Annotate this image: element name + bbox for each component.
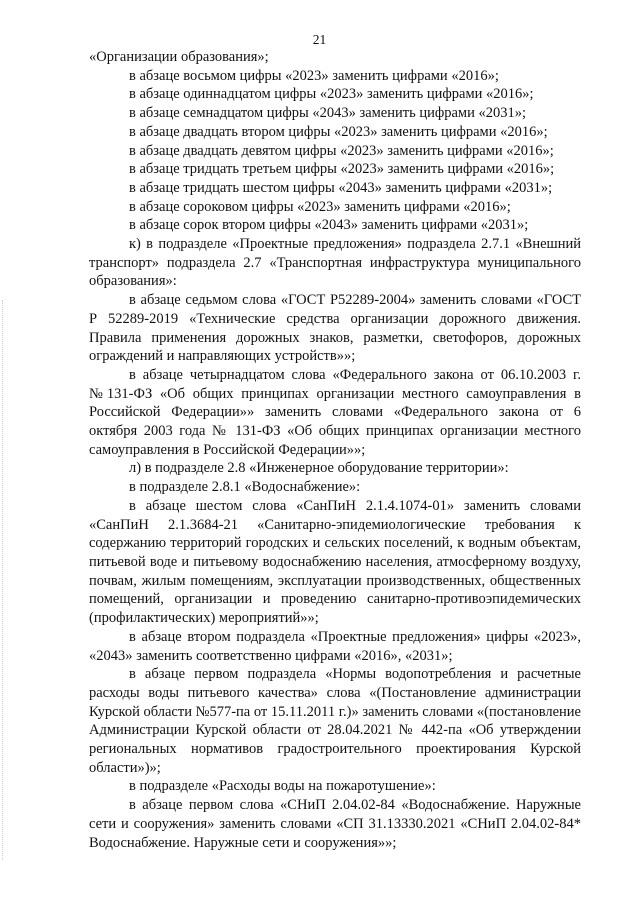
paragraph: в подразделе 2.8.1 «Водоснабжение»: — [129, 479, 361, 496]
paragraph: в абзаце первом слова «СНиП 2.04.02-84 «Водоснабжение. Наружные сети и сооружения» заменить словами «СП 31.13330.2021 «СНиП 2.04.02-84* Водоснабжение. Наружные сети и сооружения»»; — [89, 797, 581, 851]
paragraph: «Организации образования»; — [89, 49, 269, 65]
paragraph: в абзаце втором подраздела «Проектные предложения» цифры «2023», «2043» заменить соответственно цифрами «2016», «2031»; — [89, 628, 581, 664]
paragraph: в абзаце четырнадцатом слова «Федерального закона от 06.10.2003 г. №131-ФЗ «Об общих принципах организации местного самоуправления в Российской Федерации»» заменить словами «Федерального закона от 6 октября 2003 года № 131-ФЗ «Об общих принципах организации местного самоуправления в Российской Федерации»»; — [89, 366, 581, 458]
page-edge-artifact — [2, 300, 5, 860]
paragraph: в абзаце шестом слова «СанПиН 2.1.4.1074-01» заменить словами «СанПиН 2.1.3684-21 «Санитарно-эпидемиологические требования к содержанию территорий городских и сельских поселений, к водным объектам, питьевой воде и питьевому водоснабжению населения, атмосферному воздуху, почвам, жилым помещениям, эксплуатации производственных, общественных помещений, организации и проведению санитарно-противоэпидемических (профилактических) мероприятий»»; — [89, 497, 581, 627]
document-body — [89, 48, 581, 852]
paragraph: в подразделе «Расходы воды на пожаротушение»: — [129, 778, 436, 795]
paragraph: в абзаце седьмом слова «ГОСТ Р52289-2004» заменить словами «ГОСТ Р 52289-2019 «Технические средства организации дорожного движения. Правила применения дорожных знаков, разметки, светофоров, дорожных ограждений и направляющих устройств»»; — [89, 292, 581, 365]
paragraph: в абзаце двадцать девятом цифры «2023» заменить цифрами «2016»; — [129, 142, 554, 159]
paragraph: в абзаце восьмом цифры «2023» заменить цифрами «2016»; — [129, 67, 499, 84]
page-number: 21 — [312, 32, 327, 47]
paragraph: в абзаце тридцать шестом цифры «2043» заменить цифрами «2031»; — [129, 179, 553, 196]
paragraph: в абзаце первом подраздела «Нормы водопотребления и расчетные расходы воды питьевого качества» слова «(Постановление администрации Курской области №577-па от 15.11.2011 г.)» заменить словами «(постановление Администрации Курской области от 28.04.2021 № 442-па «Об утверждении региональных нормативов градостроительного проектирования Курской области»)»; — [89, 666, 581, 776]
paragraph: в абзаце сороковом цифры «2023» заменить цифрами «2016»; — [129, 198, 511, 215]
paragraph: л) в подразделе 2.8 «Инженерное оборудование территории»: — [129, 460, 509, 477]
paragraph: в абзаце семнадцатом цифры «2043» заменить цифрами «2031»; — [129, 105, 527, 122]
paragraph: к) в подразделе «Проектные предложения» подраздела 2.7.1 «Внешний транспорт» подраздела 2.7 «Транспортная инфраструктура муниципального образования»: — [89, 236, 581, 290]
paragraph: в абзаце тридцать третьем цифры «2023» заменить цифрами «2016»; — [129, 161, 555, 178]
paragraph: в абзаце двадцать втором цифры «2023» заменить цифрами «2016»; — [129, 123, 548, 140]
paragraph: в абзаце одиннадцатом цифры «2023» заменить цифрами «2016»; — [129, 86, 534, 103]
paragraph: в абзаце сорок втором цифры «2043» заменить цифрами «2031»; — [129, 217, 529, 234]
